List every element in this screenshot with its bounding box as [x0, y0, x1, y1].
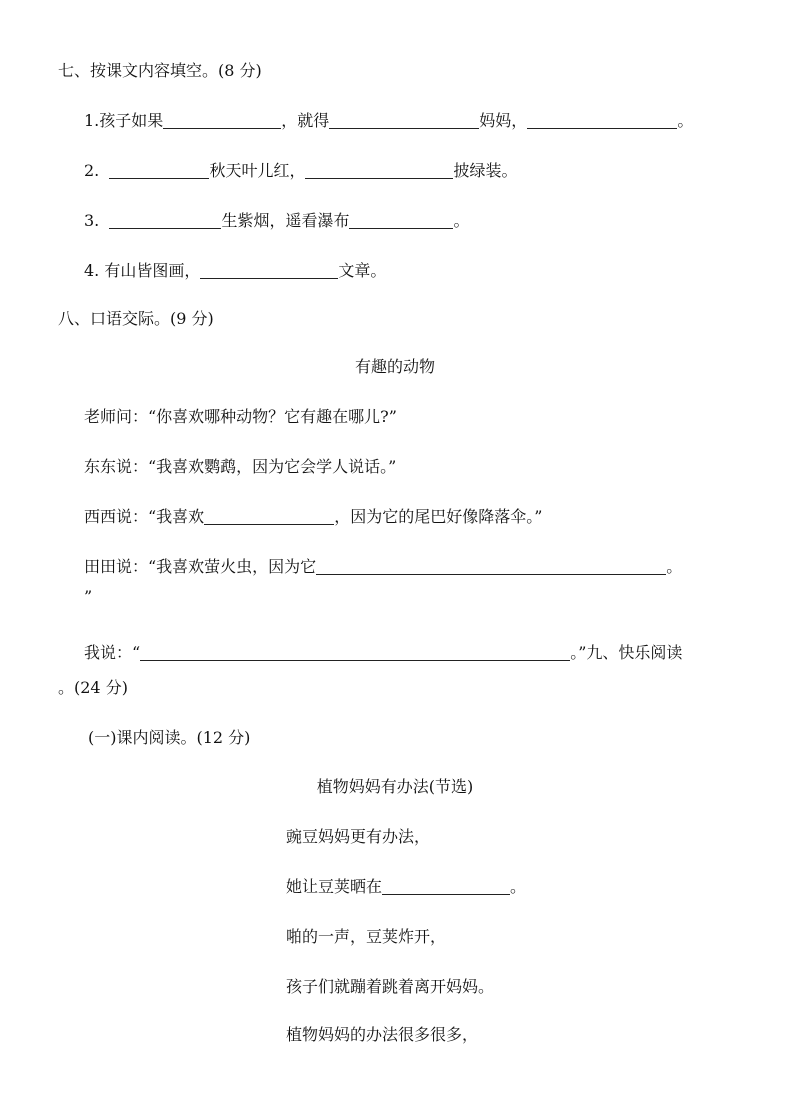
poem-line-1: 豌豆妈妈更有办法， [286, 827, 431, 846]
section8-heading: 八、口语交际。(9 分) [58, 309, 214, 328]
teacher-line: 老师问：“你喜欢哪种动物？它有趣在哪儿?” [84, 407, 397, 426]
answer-blank[interactable] [109, 162, 209, 179]
answer-blank[interactable] [349, 212, 453, 229]
question-7-4: 4. 有山皆图画， 文章。 [84, 261, 387, 280]
tiantian-line: 田田说：“我喜欢萤火虫，因为它 。 [84, 557, 683, 576]
poem-line-5: 植物妈妈的办法很多很多， [286, 1025, 479, 1044]
xixi-line: 西西说：“我喜欢 ，因为它的尾巴好像降落伞。” [84, 507, 543, 526]
my-answer-line: 我说：“ 。”九、快乐阅读 [84, 643, 683, 662]
dongdong-line: 东东说：“我喜欢鹦鹉，因为它会学人说话。” [84, 457, 397, 476]
question-7-3: 3. 生紫烟，遥看瀑布 。 [84, 211, 470, 230]
answer-blank[interactable] [305, 162, 453, 179]
answer-blank[interactable] [163, 112, 281, 129]
answer-blank[interactable] [204, 508, 334, 525]
answer-blank[interactable] [140, 644, 570, 661]
poem-title: 植物妈妈有办法(节选) [316, 777, 474, 796]
answer-blank[interactable] [527, 112, 677, 129]
answer-blank[interactable] [109, 212, 221, 229]
dialogue-title: 有趣的动物 [354, 357, 435, 376]
poem-line-3: 啪的一声，豆荚炸开， [286, 927, 447, 946]
question-7-2: 2. 秋天叶儿红， 披绿装。 [84, 161, 518, 180]
tiantian-close-quote: ” [84, 587, 93, 606]
poem-line-4: 孩子们就蹦着跳着离开妈妈。 [286, 977, 495, 996]
answer-blank[interactable] [382, 878, 510, 895]
section7-heading: 七、按课文内容填空。(8 分) [58, 61, 262, 80]
answer-blank[interactable] [200, 262, 338, 279]
answer-blank[interactable] [316, 558, 666, 575]
poem-line-2: 她让豆荚晒在 。 [286, 877, 527, 896]
section9-sub-heading: (一)课内阅读。(12 分) [88, 728, 251, 747]
answer-blank[interactable] [329, 112, 479, 129]
section9-score: 。(24 分) [58, 678, 128, 697]
question-7-1: 1.孩子如果 ，就得 妈妈， 。 [84, 111, 694, 130]
